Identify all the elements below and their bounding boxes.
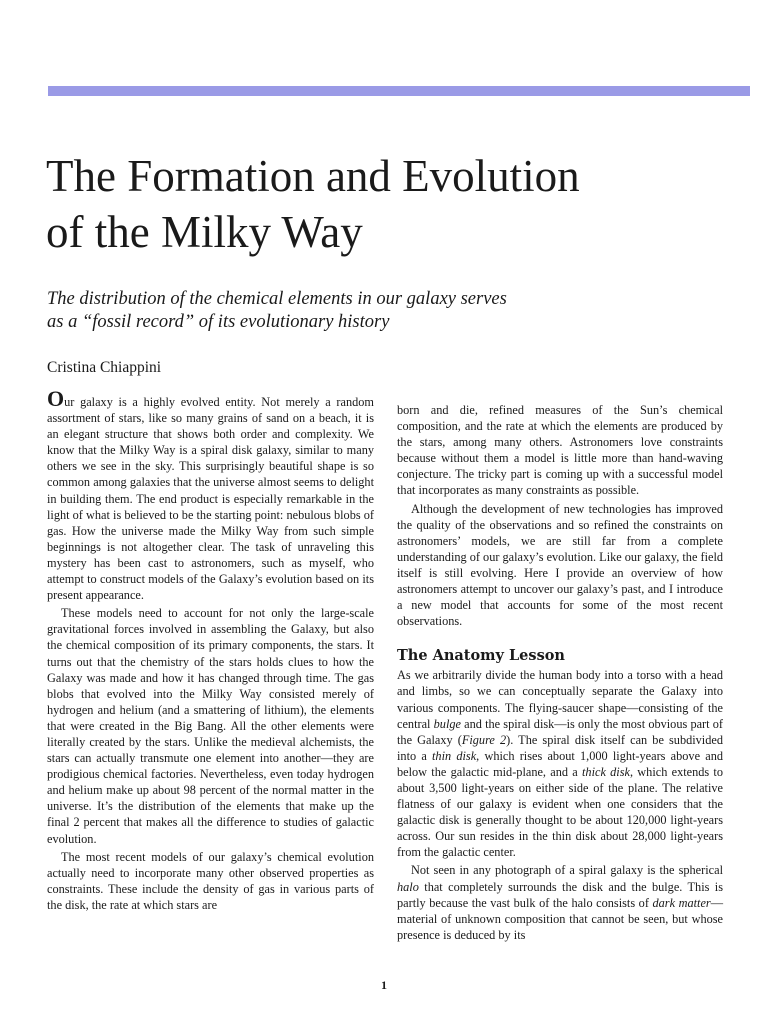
article-title [46, 148, 746, 260]
text-run: ). The spiral disk itself can be subdivided into a [397, 732, 723, 763]
subtitle-line-2: as a “fossil record” of its evolutionary history [47, 312, 390, 332]
page-number: 1 [381, 978, 387, 992]
title-line-2: of the Milky Way [46, 207, 363, 257]
paragraph [397, 667, 723, 860]
term-halo: halo [397, 879, 419, 894]
subtitle-line-1: The distribution of the chemical elements in our galaxy serves [47, 289, 507, 309]
paragraph [397, 862, 723, 942]
paragraph: The most recent models of our galaxy’s chemical evolution actually need to incorporate many other observed properties as constraints. These include the density of gas in various parts of the disk, the rate at which stars are [47, 849, 374, 912]
text-run: Not seen in any photograph of a spiral galaxy is the spherical [411, 863, 723, 878]
right-column [397, 402, 723, 943]
text-run: As we arbitrarily divide the human body into a torso with a head and limbs, so we can conceptually separate the Galaxy into various components. The flying-saucer shape—consisting of the central [397, 668, 723, 731]
term-thick-disk: thick disk [582, 764, 630, 779]
article-subtitle [47, 288, 707, 334]
section-heading: The Anatomy Lesson [397, 647, 565, 665]
term-dark-matter: dark matter [652, 895, 711, 910]
text-run: and the spiral disk—is only the most obvious part of the Galaxy ( [397, 716, 723, 747]
paragraph: born and die, refined measures of the Sun’s chemical composition, and the rate at which the elements are produced by the stars, among many others. Astronomers love constraints because without them a model is little more than hand-waving conjecture. The tricky part is coming up with a successful model that incorporates as many constraints as possible. [397, 403, 723, 498]
text-run: that completely surrounds the disk and the bulge. This is partly because the vast bulk of the halo consists of [397, 879, 723, 910]
term-thin-disk: thin disk [432, 748, 477, 763]
text-run: , which extends to about 3,500 light-years on either side of the plane. The relative flatness of our galaxy is evident when one considers that the galactic disk is generally thought to be about 120,000 light-years across. Our sun resides in the thin disk about 28,000 light-years from the galactic center. [397, 764, 723, 860]
paragraph [47, 386, 374, 603]
paragraph: These models need to account for not only the large-scale gravitational forces involved in assembling the Galaxy, but also the chemical composition of its primary components, the stars. It turns out that the chemistry of the stars holds clues to how the Galaxy was made and how it has changed through time. The gas blobs that evolved into the Milky Way consisted merely of hydrogen and helium (and a smattering of lithium), the elements that were created in the Big Bang. All the other elements were literally created by the stars. Unlike the medieval alchemists, the stars can actually transmute one element into another—they are prodigious chemical factories. Nevertheless, even today hydrogen and helium make up about 98 percent of the normal matter in the universe. It’s the distribution of the elements that make up the final 2 percent that makes all the difference to studies of galactic evolution. [47, 606, 374, 846]
author-name: Cristina Chiappini [47, 359, 162, 376]
header-rule [48, 86, 750, 96]
term-bulge: bulge [433, 716, 461, 731]
figure-reference: Figure 2 [461, 732, 507, 747]
left-column [47, 386, 374, 913]
drop-cap: O [47, 386, 65, 411]
paragraph: Although the development of new technologies has improved the quality of the observations and so refined the constraints on astronomers’ models, we are still far from a complete understanding of our galaxy’s evolution. Like our galaxy, the field itself is still evolving. Here I provide an overview of how astronomers attempt to uncover our galaxy’s past, and I introduce a new model that accounts for some of the most recent observations. [397, 501, 724, 629]
text-run: , which rises about 1,000 light-years above and below the galactic mid-plane, and a [397, 748, 723, 779]
text-run: —material of unknown composition that cannot be seen, but whose presence is deduced by its [397, 895, 723, 942]
title-line-1: The Formation and Evolution [46, 151, 580, 201]
paragraph-text: ur galaxy is a highly evolved entity. Not merely a random assortment of stars, like so many grains of sand on a beach, it is an elegant structure that shows both order and complexity. We know that the Milky Way is a spiral disk galaxy, similar to many others we see in the sky. This surprisingly beautiful shape is so common among galaxies that the universe almost seems to delight in building them. The end product is especially remarkable in the light of what is believed to be the starting point: nebulous blobs of gas. How the universe made the Milky Way from such simple beginnings is not altogether clear. The task of unraveling this mystery has been cast to astronomers, such as myself, who attempt to construct models of the Galaxy’s evolution based on its present appearance. [47, 395, 374, 603]
